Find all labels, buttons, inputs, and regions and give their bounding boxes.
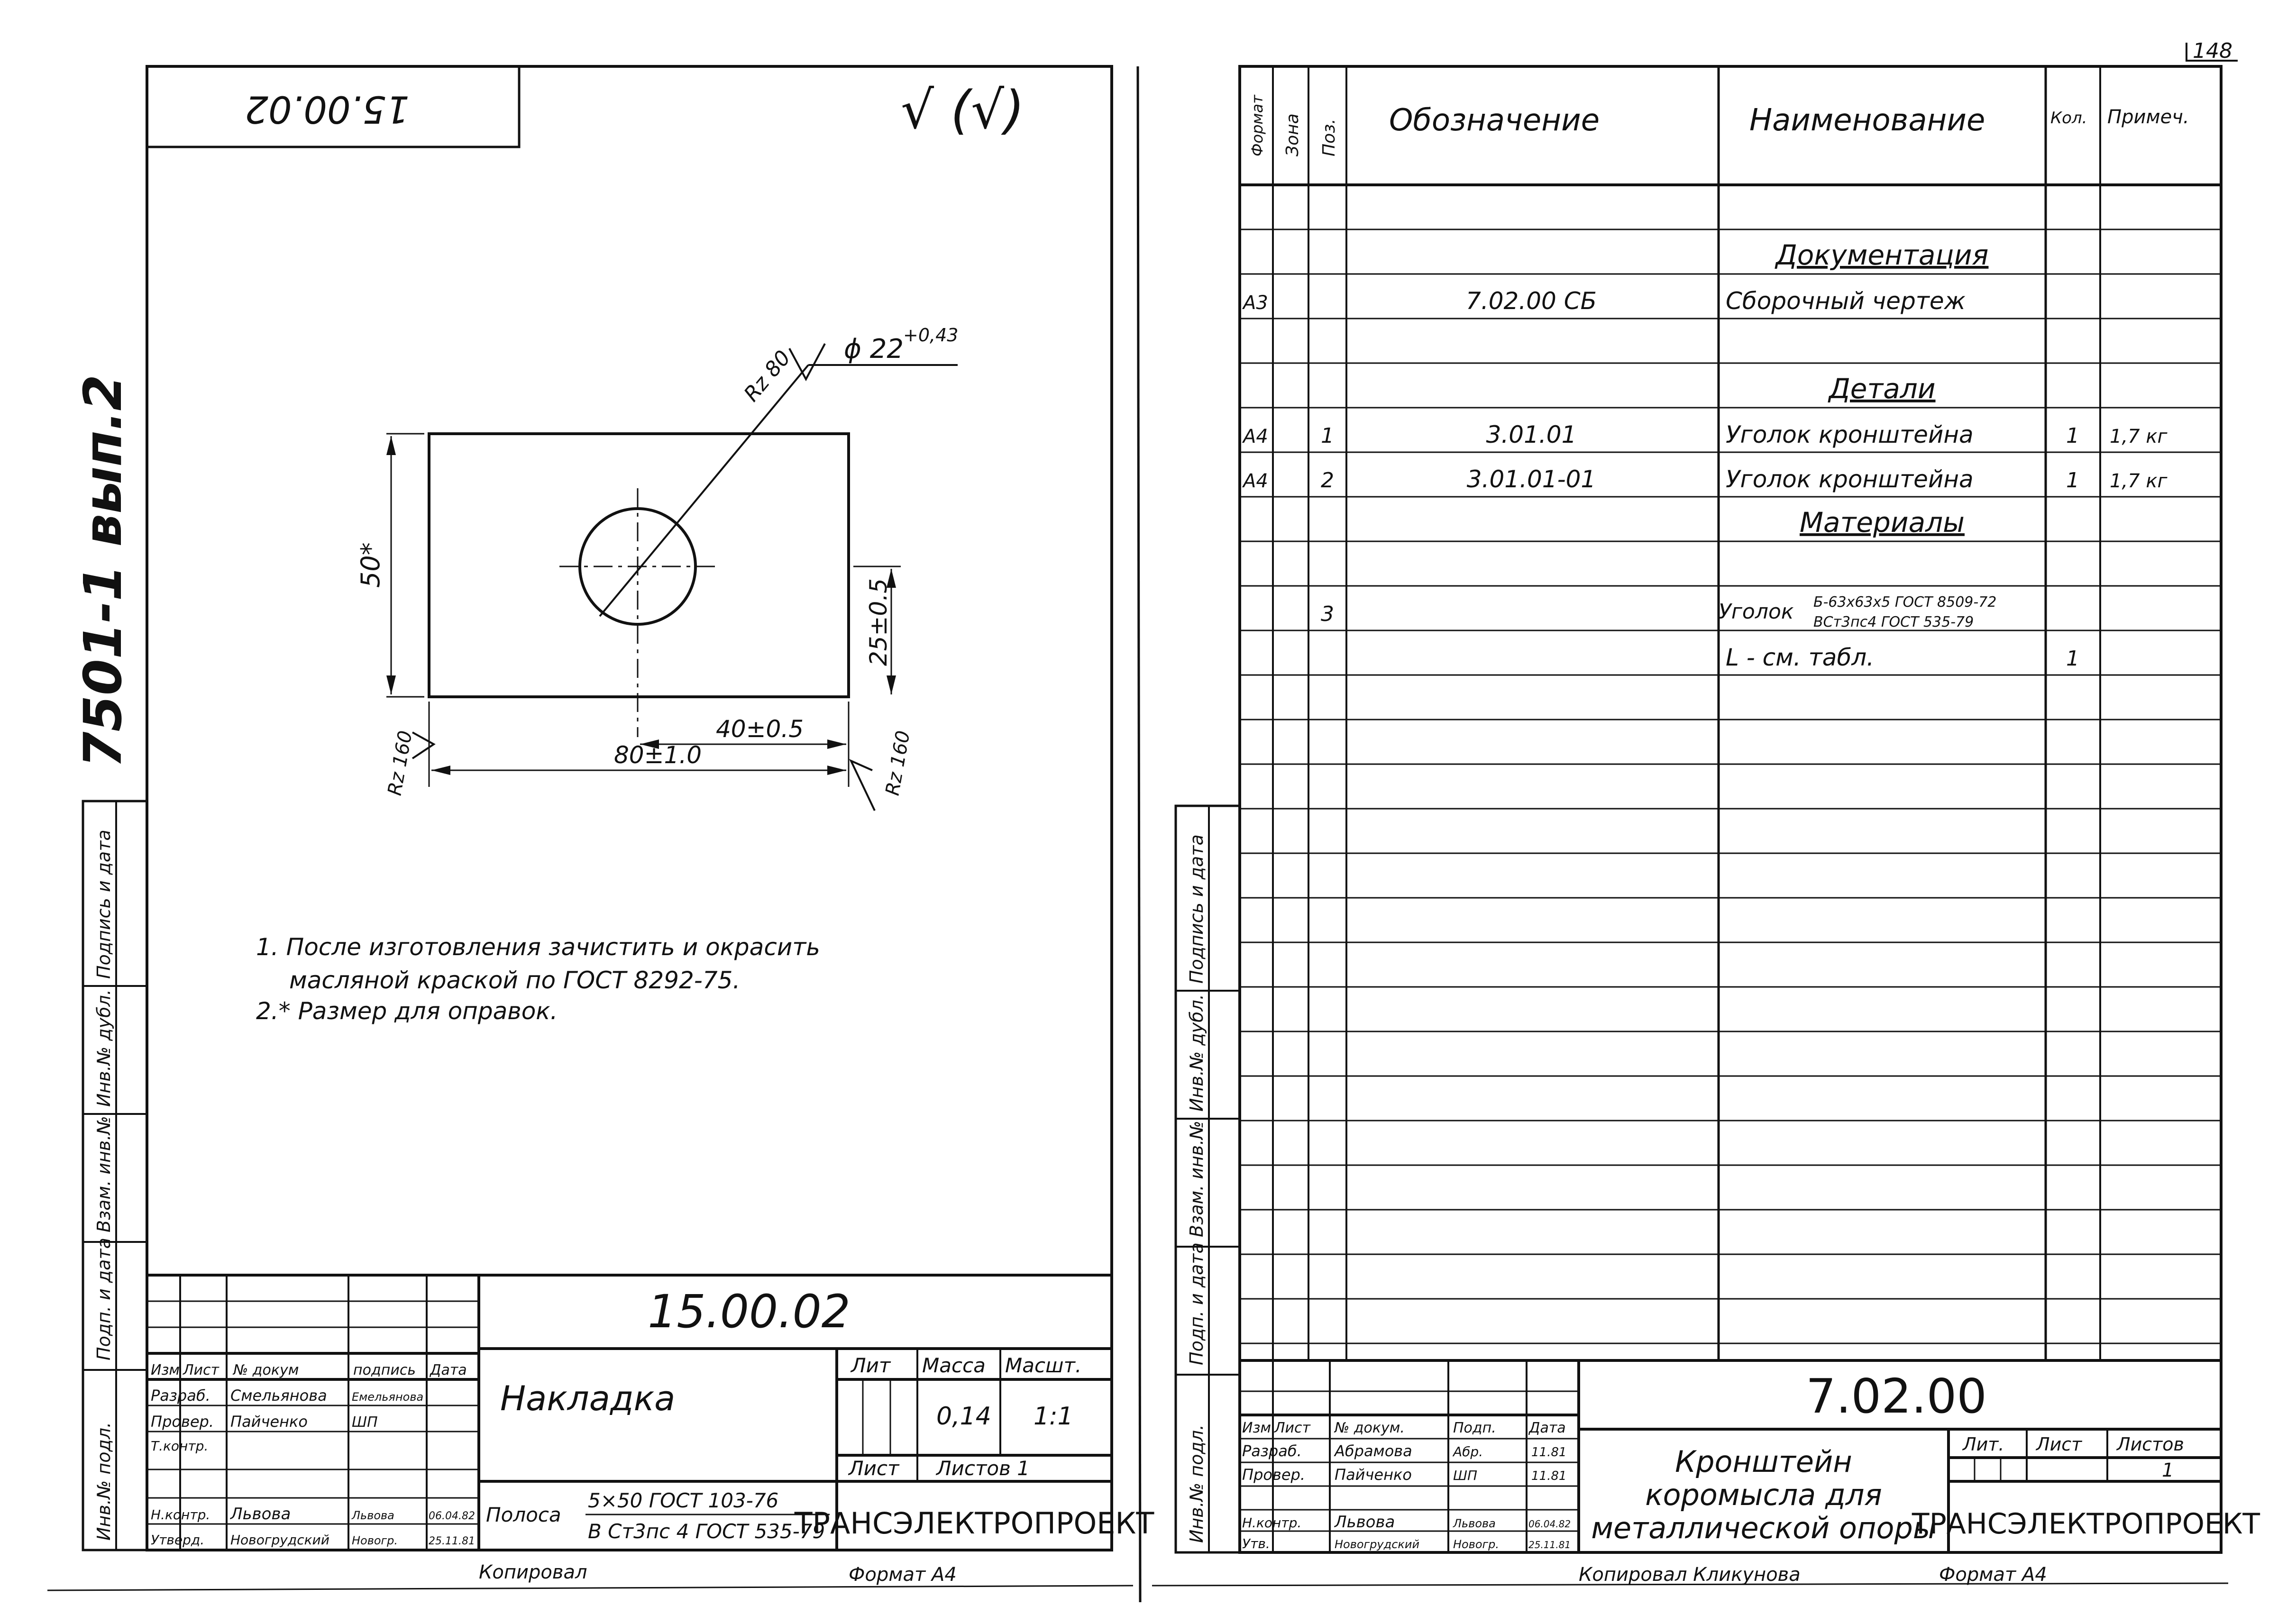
tb-date-ncontr: 06.04.82 xyxy=(429,1510,475,1522)
left-title-block xyxy=(147,1275,1154,1586)
tb-scale-label: Масшт. xyxy=(1005,1354,1082,1377)
spec-format: А4 xyxy=(1243,470,1268,492)
rz160-right: Rz 160 xyxy=(881,729,915,797)
tb-name-approve: Новогрудский xyxy=(230,1532,329,1548)
rz160-right-sign xyxy=(851,761,875,811)
rtb-name-2: коромысла для xyxy=(1645,1478,1882,1512)
spec-grid xyxy=(1240,66,2221,1360)
spec-name: L - см. табл. xyxy=(1726,644,1875,671)
rtb-name-1: Кронштейн xyxy=(1675,1444,1852,1479)
spec-pos: 1 xyxy=(1321,424,1334,448)
part-drawing xyxy=(356,325,958,811)
right-side-stamp-1: Инв.№ подл. xyxy=(1186,1424,1207,1543)
rtb-format: Формат А4 xyxy=(1939,1564,2047,1586)
right-side-stamp-3: Взам. инв.№ xyxy=(1186,1121,1207,1237)
spec-section: Документация xyxy=(1775,239,1989,271)
rz160-left: Rz 160 xyxy=(384,729,417,797)
col-name: Наименование xyxy=(1749,103,1985,138)
spec-qty: 1 xyxy=(2066,424,2079,448)
tb-role-approve: Утверд. xyxy=(151,1532,205,1548)
height-label: 50* xyxy=(356,542,385,588)
side-stamp-2: Подп. и дата xyxy=(93,1238,114,1360)
plate-outline xyxy=(429,434,849,697)
tb-h-list: Лист xyxy=(183,1362,220,1378)
spec-name: Сборочный чертеж xyxy=(1726,287,1966,315)
hole-tolerance: +0,43 xyxy=(903,325,959,346)
col-qty: Кол. xyxy=(2050,109,2087,128)
spec-row-lines xyxy=(1240,229,2221,1343)
note-line-1: 1. После изготовления зачистить и окрасить xyxy=(256,933,820,961)
spec-section: Детали xyxy=(1829,373,1936,405)
hole-diameter: ϕ 22 xyxy=(844,334,904,365)
right-side-stamp-2: Подп. и дата xyxy=(1186,1242,1207,1365)
rtb-h-sign: Подп. xyxy=(1453,1420,1496,1436)
rtb-role-approve: Утв. xyxy=(1242,1536,1270,1551)
tb-h-izm: Изм xyxy=(151,1362,180,1378)
diameter-leader xyxy=(600,365,808,616)
tb-scale: 1:1 xyxy=(1034,1402,1073,1431)
rtb-lit-label: Лит. xyxy=(1963,1434,2004,1455)
right-side-stamp-5: Подпись и дата xyxy=(1186,834,1207,984)
rtb-name-dev: Абрамова xyxy=(1335,1442,1412,1460)
voff-label: 25±0.5 xyxy=(865,578,892,666)
rtb-sign-ncontr: Львова xyxy=(1453,1517,1496,1530)
right-side-stamp-4: Инв.№ дубл. xyxy=(1186,994,1207,1112)
rtb-date-dev: 11.81 xyxy=(1531,1445,1567,1460)
tb-mass-label: Масса xyxy=(922,1354,986,1377)
tb-h-date: Дата xyxy=(430,1362,467,1378)
spec-name: Уголок xyxy=(1719,600,1794,624)
side-stamp-3: Взам. инв.№ xyxy=(93,1116,114,1232)
tb-material-label: Полоса xyxy=(486,1503,561,1526)
tb-role-tcontr: Т.контр. xyxy=(151,1438,209,1454)
rtb-h-izm: Изм xyxy=(1242,1420,1271,1436)
tb-mass: 0,14 xyxy=(936,1402,991,1431)
side-stamp-frame xyxy=(83,801,147,1550)
rtb-h-date: Дата xyxy=(1529,1420,1566,1436)
spec-qty: 1 xyxy=(2066,647,2079,671)
tb-sheets-label: Листов 1 xyxy=(936,1457,1030,1480)
col-zone: Зона xyxy=(1283,113,1302,156)
spec-format: А3 xyxy=(1243,292,1268,314)
tb-date-approve: 25.11.81 xyxy=(429,1535,475,1547)
spec-pos: 2 xyxy=(1321,468,1334,493)
spec-name-sub1: Б-63х63х5 ГОСТ 8509-72 xyxy=(1813,594,1997,611)
note-line-3: 2.* Размер для оправок. xyxy=(256,997,558,1025)
page-number: 148 xyxy=(2193,39,2232,63)
page-number-box xyxy=(2186,39,2238,63)
rtb-sheet-label: Лист xyxy=(2036,1434,2082,1455)
rtb-name-3: металлической опоры xyxy=(1591,1511,1936,1545)
col-code: Обозначение xyxy=(1389,103,1600,138)
note-line-2: масляной краской по ГОСТ 8292-75. xyxy=(289,967,741,994)
tb-sheet-label: Лист xyxy=(849,1457,899,1480)
spec-name: Уголок кронштейна xyxy=(1726,465,1974,493)
spec-pos: 3 xyxy=(1321,602,1334,626)
spec-code: 3.01.01 xyxy=(1486,421,1577,448)
series-label: 7501-1 вып.2 xyxy=(73,374,133,768)
rtb-role-check: Провер. xyxy=(1242,1466,1305,1484)
right-side-stamp-frame xyxy=(1176,806,1240,1552)
roughness-mark: √ (√) xyxy=(901,80,1025,140)
rtb-name-approve: Новогрудский xyxy=(1335,1538,1420,1551)
rz80-label: Rz 80 xyxy=(739,346,796,407)
fold-line xyxy=(1138,66,1140,1602)
rtb-date-ncontr: 06.04.82 xyxy=(1528,1518,1571,1530)
rtb-name-ncontr: Львова xyxy=(1335,1513,1395,1532)
tb-sign-check: ШП xyxy=(352,1414,378,1431)
spec-name-sub2: ВСт3пс4 ГОСТ 535-79 xyxy=(1813,614,1974,630)
notes xyxy=(256,933,820,1025)
bottom-edge-left xyxy=(47,1586,1133,1590)
left-side-stamp xyxy=(83,801,147,1550)
rtb-sign-dev: Абр. xyxy=(1453,1444,1483,1460)
spec-format: А4 xyxy=(1243,426,1268,447)
tb-material-top: 5×50 ГОСТ 103-76 xyxy=(588,1489,779,1512)
rtb-name-check: Пайченко xyxy=(1335,1466,1412,1484)
hoff-label: 40±0.5 xyxy=(716,715,804,743)
tb-sign-approve: Новогр. xyxy=(352,1534,398,1547)
tb-role-dev: Разраб. xyxy=(151,1387,210,1405)
tb-role-check: Провер. xyxy=(151,1413,214,1431)
rtb-date-approve: 25.11.81 xyxy=(1528,1539,1571,1551)
tb-org: ТРАНСЭЛЕКТРОПРОЕКТ xyxy=(794,1506,1154,1541)
spec-qty: 1 xyxy=(2066,468,2079,493)
tb-name-dev: Смельянова xyxy=(230,1387,327,1405)
tb-name-ncontr: Львова xyxy=(230,1505,291,1524)
rtb-sign-check: ШП xyxy=(1453,1468,1477,1483)
tb-sign-dev: Емельянова xyxy=(352,1390,424,1404)
col-note: Примеч. xyxy=(2107,106,2189,128)
spec-code: 7.02.00 СБ xyxy=(1466,287,1597,315)
rtb-sign-approve: Новогр. xyxy=(1453,1538,1500,1551)
rtb-h-list: Лист xyxy=(1274,1420,1311,1436)
rtb-role-dev: Разраб. xyxy=(1242,1442,1302,1460)
tb-part-name: Накладка xyxy=(500,1378,676,1418)
rtb-org: ТРАНСЭЛЕКТРОПРОЕКТ xyxy=(1912,1507,2260,1541)
side-stamp-5: Подпись и дата xyxy=(93,830,114,979)
width-label: 80±1.0 xyxy=(614,741,702,769)
tb-lit-label: Лит xyxy=(851,1354,891,1377)
col-pos: Поз. xyxy=(1319,119,1339,156)
spec-code: 3.01.01-01 xyxy=(1466,465,1596,493)
tb-code: 15.00.02 xyxy=(648,1285,851,1338)
spec-name: Уголок кронштейна xyxy=(1726,421,1974,448)
tb-h-sign: подпись xyxy=(353,1362,416,1378)
tb-format: Формат А4 xyxy=(849,1564,957,1586)
tb-material-bottom: В Ст3пс 4 ГОСТ 535-79 xyxy=(588,1520,825,1543)
spec-section: Материалы xyxy=(1800,506,1965,538)
rtb-role-ncontr: Н.контр. xyxy=(1242,1515,1302,1531)
tb-name-check: Пайченко xyxy=(230,1413,308,1431)
col-format: Формат xyxy=(1248,95,1266,156)
right-side-stamp xyxy=(1176,806,1240,1552)
tb-sign-ncontr: Львова xyxy=(352,1509,394,1522)
tb-h-doc: № докум xyxy=(233,1362,299,1378)
spec-note: 1,7 кг xyxy=(2110,470,2168,492)
left-sheet xyxy=(83,66,1154,1586)
rtb-h-doc: № докум. xyxy=(1335,1420,1405,1436)
spec-rows xyxy=(1242,239,2168,671)
right-sheet xyxy=(1176,66,2260,1586)
rtb-date-check: 11.81 xyxy=(1531,1469,1567,1483)
tb-copied: Копировал xyxy=(479,1561,587,1583)
rotated-code: 15.00.02 xyxy=(245,87,410,130)
rtb-sheets: 1 xyxy=(2162,1460,2174,1481)
rtb-code: 7.02.00 xyxy=(1806,1369,1987,1424)
side-stamp-1: Инв.№ подл. xyxy=(93,1422,114,1541)
rtb-copied: Копировал Кликунова xyxy=(1579,1564,1801,1586)
tb-role-ncontr: Н.контр. xyxy=(151,1507,210,1523)
side-stamp-4: Инв.№ дубл. xyxy=(93,989,114,1107)
spec-note: 1,7 кг xyxy=(2110,426,2168,447)
rtb-sheets-label: Листов xyxy=(2117,1434,2184,1455)
